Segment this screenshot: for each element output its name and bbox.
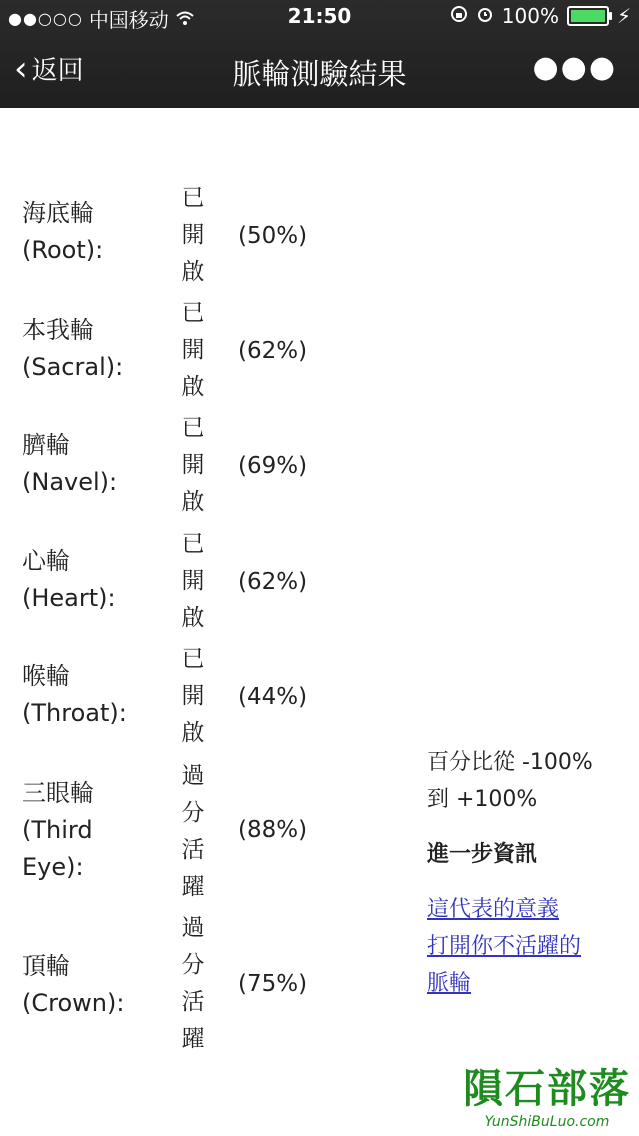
- chakra-status: 已 開 啟: [181, 646, 205, 746]
- open-inactive-link[interactable]: 打開你不活躍的: [427, 934, 582, 959]
- chakra-name: 三眼輪 (Third Eye):: [22, 779, 94, 881]
- chakra-status: 過 分 活 躍: [181, 763, 205, 900]
- range-text: 百分比從 -100%: [427, 750, 593, 775]
- chakra-percent: (88%): [238, 817, 308, 843]
- chakra-status: 已 開 啟: [181, 415, 205, 515]
- rotation-lock-icon: [450, 4, 468, 28]
- more-info-heading: 進一步資訊: [427, 842, 538, 867]
- chakra-status: 已 開 啟: [181, 531, 205, 631]
- chakra-percent: (62%): [238, 569, 308, 595]
- info-panel: [427, 744, 627, 1002]
- chakra-percent: (44%): [238, 684, 308, 710]
- nav-bar: [0, 36, 639, 108]
- range-text-2: 到 +100%: [427, 787, 538, 812]
- chakra-name: 海底輪 (Root):: [22, 199, 104, 264]
- page-title: 脈輪測驗結果: [232, 57, 407, 91]
- battery-icon: [567, 6, 609, 26]
- chevron-left-icon: ‹: [14, 48, 28, 89]
- chakra-status: 過 分 活 躍: [181, 915, 205, 1052]
- top-bar: [0, 0, 639, 108]
- watermark-main: 隕石部落: [463, 1066, 631, 1112]
- charging-icon: ⚡: [616, 4, 631, 28]
- chakra-percent: (62%): [238, 338, 308, 364]
- status-bar: [0, 0, 639, 36]
- chakra-name: 臍輪 (Navel):: [22, 431, 118, 496]
- alarm-icon: [476, 4, 494, 28]
- chakra-percent: (50%): [238, 223, 308, 249]
- battery-percent: 100%: [501, 4, 559, 28]
- open-inactive-link-cont[interactable]: 脈輪: [427, 971, 472, 996]
- chakra-status: 已 開 啟: [181, 185, 205, 285]
- chakra-name: 本我輪 (Sacral):: [22, 316, 124, 381]
- signal-icon: ●●○○○: [8, 9, 83, 28]
- meaning-link[interactable]: 這代表的意義: [427, 897, 560, 922]
- back-label: 返回: [31, 56, 84, 86]
- watermark-sub: YunShiBuLuo.com: [484, 1114, 610, 1130]
- chakra-name: 頂輪 (Crown):: [22, 952, 125, 1017]
- clock: 21:50: [287, 4, 352, 28]
- more-options-icon[interactable]: ●●●: [532, 50, 617, 85]
- chakra-name: 喉輪 (Throat):: [22, 662, 127, 727]
- chakra-name: 心輪 (Heart):: [22, 547, 116, 612]
- carrier-label: 中国移动: [88, 8, 169, 32]
- chakra-percent: (69%): [238, 453, 308, 479]
- watermark: [463, 1057, 631, 1130]
- chakra-percent: (75%): [238, 971, 308, 997]
- chakra-status: 已 開 啟: [181, 300, 205, 400]
